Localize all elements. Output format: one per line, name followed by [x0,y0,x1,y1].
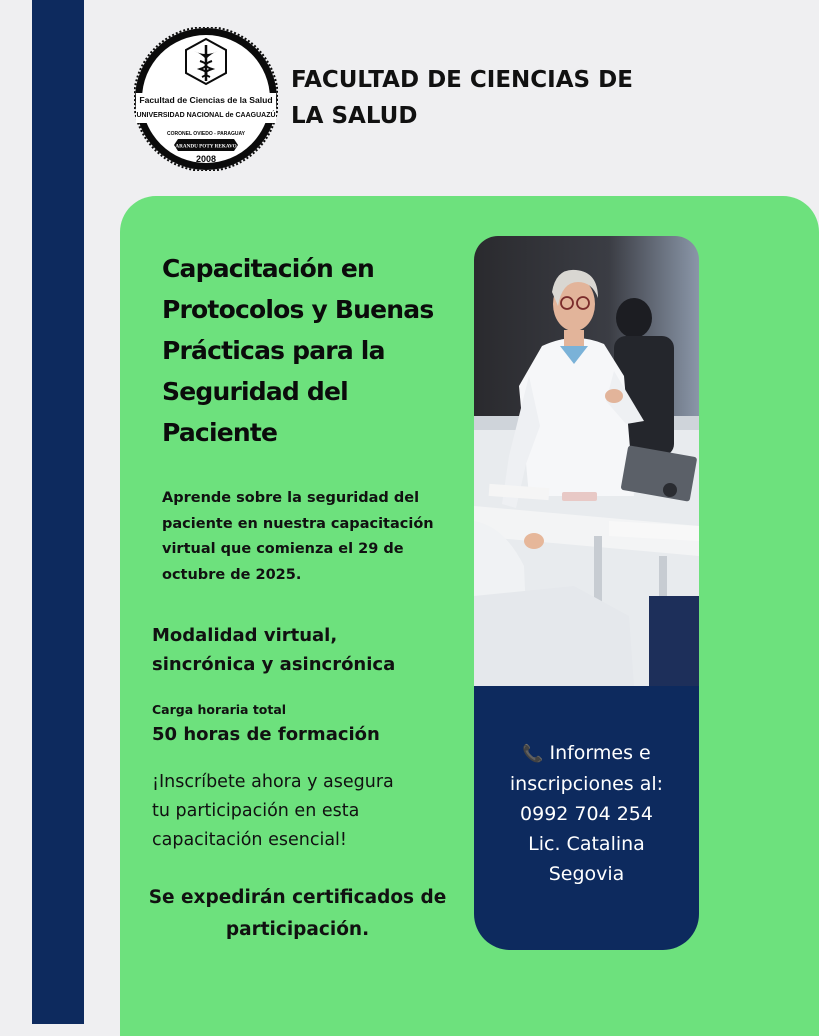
contact-card [474,686,699,950]
hours-value: 50 horas de formación [152,724,380,745]
seal-text-faculty: Facultad de Ciencias de la Salud [139,95,273,105]
course-title: Capacitación en Protocolos y Buenas Prácticas para la Seguridad del Paciente [162,254,434,447]
course-modality: Modalidad virtual, sincrónica y asincrónica [152,625,396,675]
seal-text-university: UNIVERSIDAD NACIONAL de CAAGUAZÚ [136,112,276,119]
contact-info [474,738,699,889]
hours-label: Carga horaria total [152,702,287,717]
contact-line-1: Informes e [549,742,651,764]
faculty-seal-logo [134,27,278,171]
instructor-photo [474,236,699,686]
enrollment-cta: ¡Inscríbete ahora y asegura tu participación en esta capacitación esencial! [152,772,394,850]
contact-line-2: inscripciones al: [509,773,664,795]
seal-text-year: 2008 [195,154,217,164]
navy-side-bar [32,0,84,1024]
contact-name-line-2: Segovia [548,863,625,885]
certificates-note: Se expedirán certificados de participación. [148,887,447,940]
seal-text-location: CORONEL OVIEDO - PARAGUAY [167,131,245,137]
phone-icon: 📞 [522,744,544,764]
course-intro: Aprende sobre la seguridad del paciente en nuestra capacitación virtual que comienza el 29 de octubre de 2025. [162,490,434,583]
contact-name-line-1: Lic. Catalina [528,833,645,855]
contact-phone: 0992 704 254 [520,803,653,825]
seal-text-motto: ARANDU POTY REKAVO [175,143,237,150]
faculty-title: FACULTAD DE CIENCIAS DE LA SALUD [291,67,633,129]
